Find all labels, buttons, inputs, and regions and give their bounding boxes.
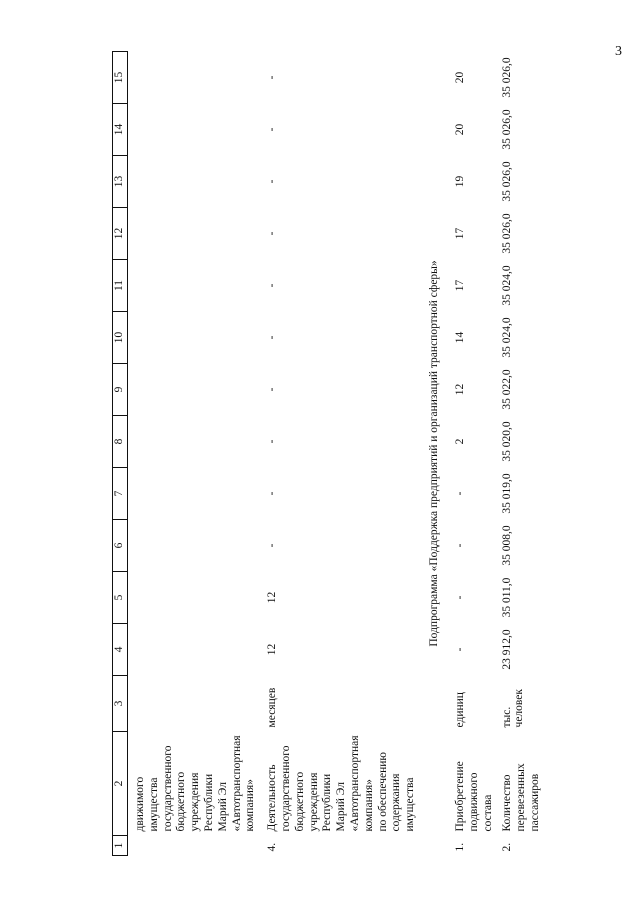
header-cell: 4 — [113, 623, 128, 675]
name-line: «Автотранспортная — [348, 735, 361, 832]
value-cell: 2 — [453, 438, 466, 445]
name-line: имущества — [147, 777, 160, 832]
value-cell: - — [453, 647, 466, 652]
header-cell: 14 — [113, 103, 128, 155]
header-row — [113, 51, 128, 855]
value-cell: 35 011,0 — [501, 577, 514, 618]
value-cell: 12 — [266, 591, 279, 604]
name-line: бюджетного — [175, 771, 188, 832]
value-cell — [128, 207, 261, 259]
value-cell: - — [266, 387, 279, 392]
value-cell: - — [266, 75, 279, 80]
name-line: перевезенных — [515, 763, 528, 832]
subprogram-row — [420, 51, 450, 855]
value-cell: 35 026,0 — [501, 213, 514, 254]
name-line: Количество — [501, 774, 514, 832]
value-cell: 35 026,0 — [501, 161, 514, 202]
value-cell: 35 026,0 — [501, 57, 514, 98]
name-line: Приобретение — [453, 761, 466, 832]
row-number: 2. — [501, 842, 514, 852]
header-cell: 10 — [113, 311, 128, 363]
row-name — [128, 731, 261, 835]
row-name — [260, 731, 420, 835]
name-line: содержания — [390, 773, 403, 832]
name-line: Республики — [202, 773, 215, 832]
name-line: состава — [481, 794, 494, 832]
name-line: учреждения — [189, 772, 202, 832]
row-number: 4. — [266, 842, 279, 852]
row-unit — [128, 675, 261, 731]
value-cell: - — [453, 543, 466, 548]
value-cell: - — [266, 491, 279, 496]
name-line: государственного — [161, 745, 174, 832]
header-cell: 13 — [113, 155, 128, 207]
indicators-table-wrap — [112, 51, 545, 856]
header-cell: 15 — [113, 51, 128, 103]
header-cell: 7 — [113, 467, 128, 519]
subprogram-title: Подпрограмма «Поддержка предприятий и организаций транспортной сферы» — [427, 260, 440, 647]
value-cell — [128, 259, 261, 311]
name-line: «Автотранспортная — [230, 735, 243, 832]
name-line: по обеспечению — [376, 752, 389, 832]
row-unit: тыс. человек — [501, 689, 526, 728]
name-line: учреждения — [307, 772, 320, 832]
value-cell — [128, 467, 261, 519]
name-line: государственного — [279, 745, 292, 832]
table-row — [497, 51, 544, 855]
row-number — [128, 836, 261, 856]
value-cell: 20 — [453, 123, 466, 136]
name-line: имущества — [404, 777, 417, 832]
name-line: пассажиров — [528, 773, 541, 832]
value-cell: 20 — [453, 71, 466, 84]
row-number: 1. — [453, 842, 466, 852]
row-unit: единиц — [453, 692, 466, 728]
header-cell: 12 — [113, 207, 128, 259]
value-cell: 35 020,0 — [501, 421, 514, 462]
value-cell — [128, 623, 261, 675]
row-name — [497, 731, 544, 835]
value-cell: 12 — [266, 643, 279, 656]
value-cell: - — [266, 231, 279, 236]
value-cell: 35 024,0 — [501, 265, 514, 306]
value-cell: 17 — [453, 279, 466, 292]
value-cell: - — [266, 179, 279, 184]
header-cell: 3 — [113, 675, 128, 731]
indicators-table — [112, 51, 545, 856]
value-cell: 14 — [453, 331, 466, 344]
header-cell: 2 — [113, 731, 128, 835]
name-line: Деятельность — [266, 764, 279, 832]
value-cell: 35 019,0 — [501, 473, 514, 514]
value-cell — [128, 415, 261, 467]
name-line: компания» — [244, 779, 257, 832]
value-cell: 35 026,0 — [501, 109, 514, 150]
value-cell: 35 008,0 — [501, 525, 514, 566]
header-cell: 9 — [113, 363, 128, 415]
value-cell — [128, 155, 261, 207]
value-cell — [128, 311, 261, 363]
value-cell: 17 — [453, 227, 466, 240]
page-number: 3 — [615, 44, 622, 59]
value-cell: - — [266, 283, 279, 288]
value-cell: - — [266, 439, 279, 444]
name-line: движимого — [134, 776, 146, 832]
row-unit: месяцев — [266, 687, 279, 728]
name-line: бюджетного — [293, 771, 306, 832]
name-line: компания» — [362, 779, 375, 832]
value-cell: - — [266, 335, 279, 340]
value-cell — [128, 363, 261, 415]
value-cell: - — [266, 127, 279, 132]
value-cell: - — [453, 595, 466, 600]
value-cell — [128, 103, 261, 155]
name-line: Марий Эл — [216, 782, 229, 832]
table-row — [260, 51, 420, 855]
value-cell — [128, 519, 261, 571]
table-row — [128, 51, 261, 855]
value-cell — [128, 51, 261, 103]
table-row — [450, 51, 497, 855]
value-cell: 23 912,0 — [501, 629, 514, 670]
name-line: подвижного — [467, 772, 480, 832]
value-cell — [128, 571, 261, 623]
value-cell: - — [453, 491, 466, 496]
header-cell: 8 — [113, 415, 128, 467]
value-cell: 12 — [453, 383, 466, 396]
value-cell: - — [266, 543, 279, 548]
header-cell: 11 — [113, 259, 128, 311]
header-cell: 6 — [113, 519, 128, 571]
value-cell: 35 024,0 — [501, 317, 514, 358]
name-line: Марий Эл — [335, 782, 348, 832]
row-name — [450, 731, 497, 835]
value-cell: 35 022,0 — [501, 369, 514, 410]
name-line: Республики — [321, 773, 334, 832]
value-cell: 19 — [453, 175, 466, 188]
header-cell: 5 — [113, 571, 128, 623]
header-cell: 1 — [113, 836, 128, 856]
